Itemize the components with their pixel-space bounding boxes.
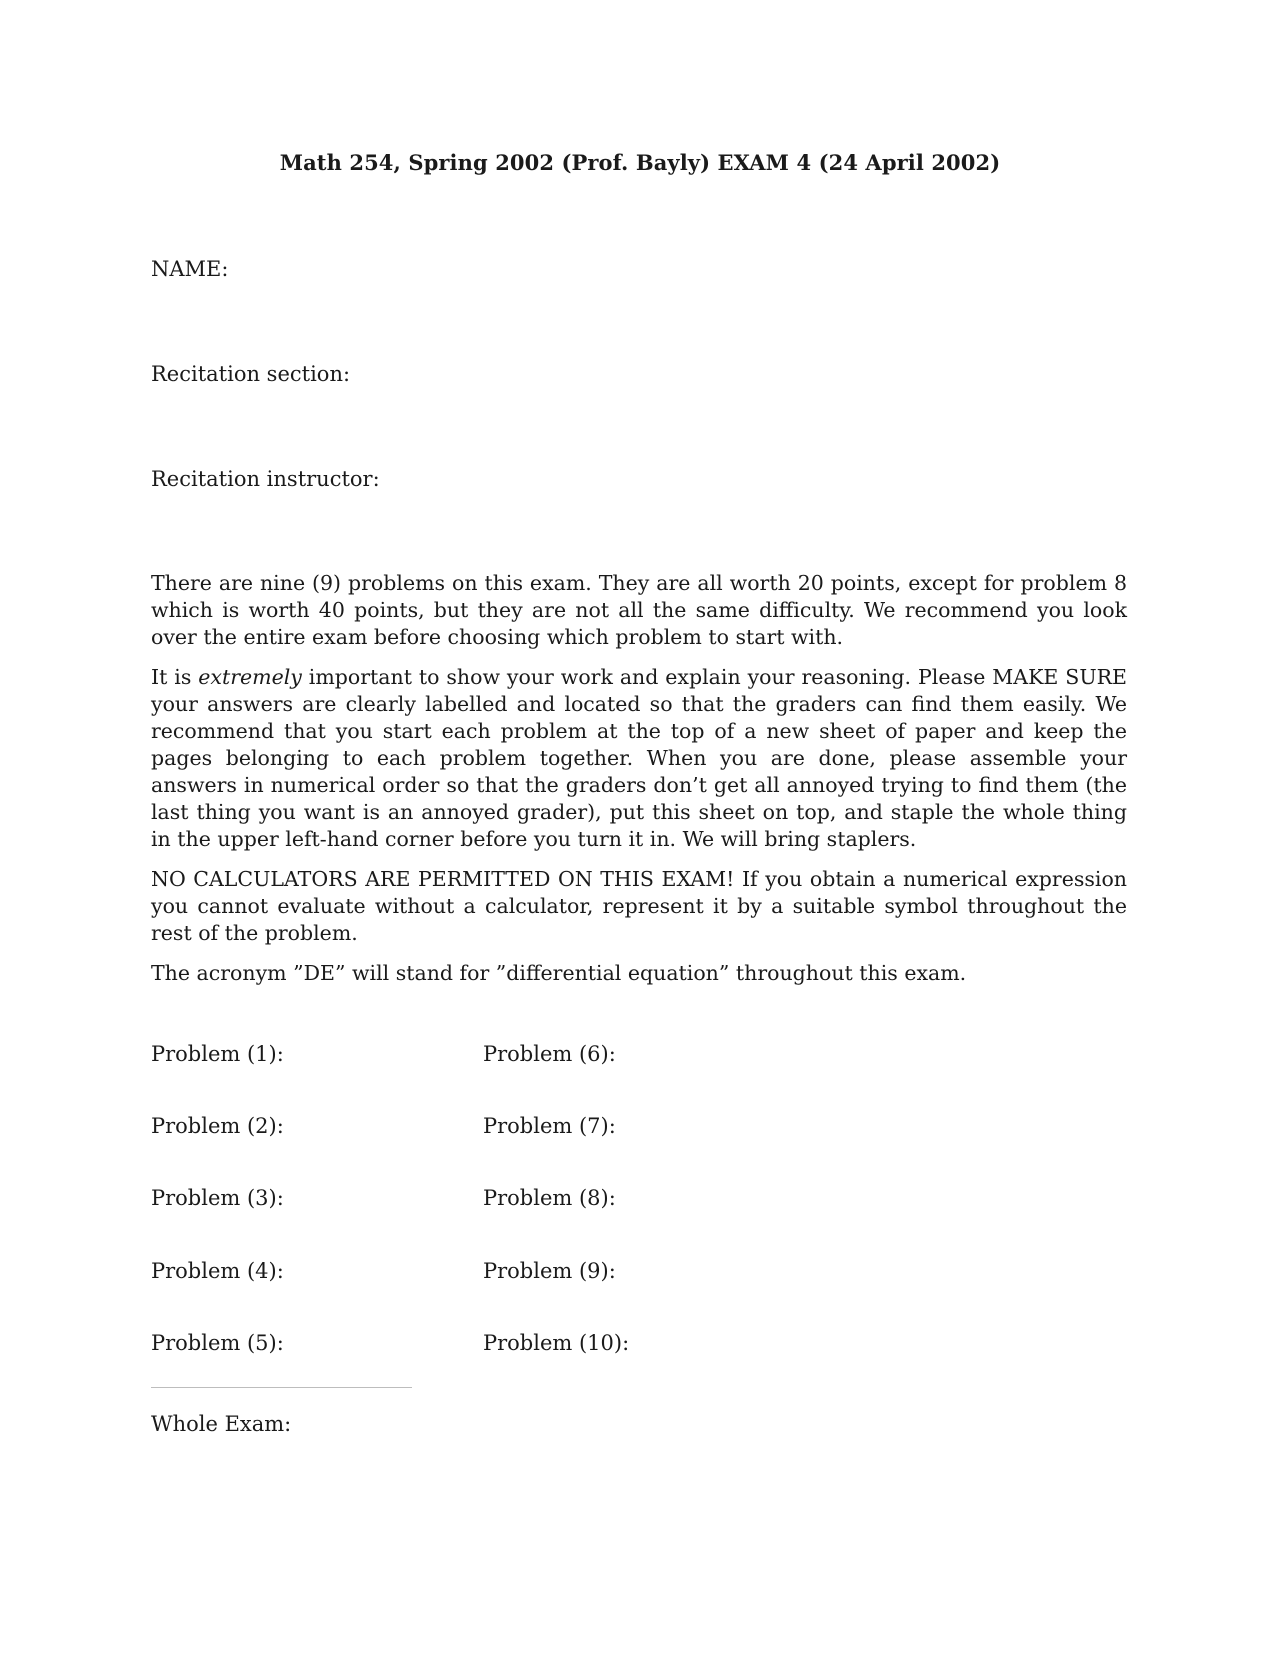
name-label: NAME:: [151, 257, 229, 281]
recitation-instructor-label: Recitation instructor:: [151, 467, 380, 491]
instructions-paragraph-work: [151, 664, 1127, 853]
exam-title: Math 254, Spring 2002 (Prof. Bayly) EXAM 4 (24 April 2002): [279, 150, 1001, 175]
instructions-p2-rest: important to show your work and explain your reasoning. Please MAKE SURE your answers are clearly labelled and located so that the graders can find them easily. We recommend that you start each problem at the top of a new sheet of paper and keep the pages belonging to each problem together. When you are done, please assemble your answers in numerical order so that the graders don’t get all annoyed trying to find them (the last thing you want is an annoyed grader), put this sheet on top, and staple the whole thing in the upper left-hand corner before you turn it in. We will bring staplers.: [151, 665, 1127, 851]
score-label-problem-7: Problem (7):: [483, 1114, 616, 1138]
score-label-problem-8: Problem (8):: [483, 1186, 616, 1210]
recitation-section-label: Recitation section:: [151, 362, 351, 386]
score-label-problem-2: Problem (2):: [151, 1114, 284, 1138]
score-label-problem-3: Problem (3):: [151, 1186, 284, 1210]
score-label-problem-6: Problem (6):: [483, 1042, 616, 1066]
instructions-paragraph-problems: There are nine (9) problems on this exam. They are all worth 20 points, except for problem 8 which is worth 40 points, but they are not all the same difficulty. We recommend you look over the entire exam before choosing which problem to start with.: [151, 571, 1127, 649]
instructions-p2-start: It is: [151, 665, 199, 689]
score-label-problem-1: Problem (1):: [151, 1042, 284, 1066]
instructions-paragraph-calculators: NO CALCULATORS ARE PERMITTED ON THIS EXAM! If you obtain a numerical expression you cannot evaluate without a calculator, represent it by a suitable symbol throughout the rest of the problem.: [151, 867, 1127, 945]
score-label-problem-9: Problem (9):: [483, 1259, 616, 1283]
score-label-problem-4: Problem (4):: [151, 1259, 284, 1283]
total-divider: [151, 1387, 412, 1388]
instructions: [151, 570, 1127, 1000]
whole-exam-label: Whole Exam:: [151, 1412, 292, 1436]
instructions-paragraph-acronym: The acronym ”DE” will stand for ”differential equation” throughout this exam.: [151, 961, 967, 985]
score-label-problem-5: Problem (5):: [151, 1331, 284, 1355]
score-label-problem-10: Problem (10):: [483, 1331, 630, 1355]
instructions-emphasis: extremely: [198, 665, 302, 689]
